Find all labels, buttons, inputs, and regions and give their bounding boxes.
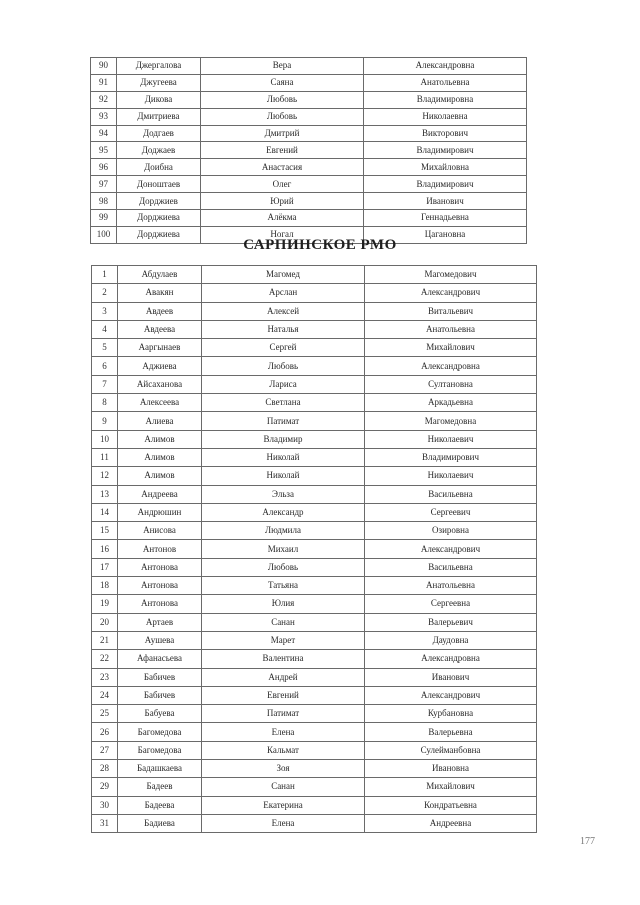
table-continued-list bbox=[90, 57, 527, 244]
surname-cell: Доноштаев bbox=[117, 176, 201, 193]
patronymic-cell: Сулейманбовна bbox=[365, 741, 537, 759]
table-row bbox=[91, 159, 527, 176]
patronymic-cell: Аркадьевна bbox=[365, 394, 537, 412]
patronymic-cell: Анатольевна bbox=[365, 577, 537, 595]
row-number-cell: 99 bbox=[91, 210, 117, 227]
surname-cell: Алимов bbox=[118, 430, 202, 448]
table-row bbox=[92, 320, 537, 338]
surname-cell: Джугеева bbox=[117, 74, 201, 91]
first-name-cell: Эльза bbox=[202, 485, 365, 503]
patronymic-cell: Александрович bbox=[365, 284, 537, 302]
surname-cell: Антонов bbox=[118, 540, 202, 558]
patronymic-cell: Александровна bbox=[364, 58, 527, 75]
table-row bbox=[92, 522, 537, 540]
patronymic-cell: Магомедовна bbox=[365, 412, 537, 430]
section-title: САРПИНСКОЕ РМО bbox=[243, 237, 397, 253]
first-name-cell: Любовь bbox=[202, 357, 365, 375]
patronymic-cell: Цагановна bbox=[364, 226, 527, 243]
patronymic-cell: Александровна bbox=[365, 357, 537, 375]
table-row bbox=[92, 302, 537, 320]
table-row bbox=[91, 210, 527, 227]
table-row bbox=[92, 558, 537, 576]
row-number-cell: 95 bbox=[91, 142, 117, 159]
table-row bbox=[92, 357, 537, 375]
first-name-cell: Дмитрий bbox=[201, 125, 364, 142]
row-number-cell: 97 bbox=[91, 176, 117, 193]
patronymic-cell: Даудовна bbox=[365, 631, 537, 649]
patronymic-cell: Николаевна bbox=[364, 108, 527, 125]
row-number-cell: 19 bbox=[92, 595, 118, 613]
patronymic-cell: Султановна bbox=[365, 375, 537, 393]
row-number-cell: 12 bbox=[92, 467, 118, 485]
surname-cell: Айсаханова bbox=[118, 375, 202, 393]
surname-cell: Дорджиев bbox=[117, 193, 201, 210]
first-name-cell: Елена bbox=[202, 814, 365, 832]
surname-cell: Аджиева bbox=[118, 357, 202, 375]
row-number-cell: 24 bbox=[92, 686, 118, 704]
row-number-cell: 96 bbox=[91, 159, 117, 176]
table-row bbox=[92, 577, 537, 595]
surname-cell: Алимов bbox=[118, 467, 202, 485]
patronymic-cell: Анатольевна bbox=[364, 74, 527, 91]
table-row bbox=[92, 266, 537, 284]
first-name-cell: Анастасия bbox=[201, 159, 364, 176]
table-row bbox=[92, 723, 537, 741]
row-number-cell: 30 bbox=[92, 796, 118, 814]
patronymic-cell: Магомедович bbox=[365, 266, 537, 284]
first-name-cell: Зоя bbox=[202, 760, 365, 778]
table-row bbox=[92, 394, 537, 412]
surname-cell: Авдеева bbox=[118, 320, 202, 338]
table-row bbox=[92, 650, 537, 668]
patronymic-cell: Владимирович bbox=[365, 448, 537, 466]
row-number-cell: 92 bbox=[91, 91, 117, 108]
surname-cell: Бабичев bbox=[118, 686, 202, 704]
table-row bbox=[92, 631, 537, 649]
first-name-cell: Саяна bbox=[201, 74, 364, 91]
table-row bbox=[91, 74, 527, 91]
patronymic-cell: Анатольевна bbox=[365, 320, 537, 338]
surname-cell: Бадеева bbox=[118, 796, 202, 814]
first-name-cell: Магомед bbox=[202, 266, 365, 284]
first-name-cell: Евгений bbox=[201, 142, 364, 159]
first-name-cell: Валентина bbox=[202, 650, 365, 668]
row-number-cell: 28 bbox=[92, 760, 118, 778]
table-row bbox=[92, 375, 537, 393]
surname-cell: Антонова bbox=[118, 577, 202, 595]
row-number-cell: 15 bbox=[92, 522, 118, 540]
surname-cell: Ааргынаев bbox=[118, 339, 202, 357]
first-name-cell: Евгений bbox=[202, 686, 365, 704]
patronymic-cell: Витальевич bbox=[365, 302, 537, 320]
row-number-cell: 17 bbox=[92, 558, 118, 576]
surname-cell: Алексеева bbox=[118, 394, 202, 412]
first-name-cell: Вера bbox=[201, 58, 364, 75]
table-row bbox=[92, 686, 537, 704]
row-number-cell: 6 bbox=[92, 357, 118, 375]
patronymic-cell: Кондратьевна bbox=[365, 796, 537, 814]
surname-cell: Антонова bbox=[118, 595, 202, 613]
table-row bbox=[92, 540, 537, 558]
surname-cell: Бабуева bbox=[118, 705, 202, 723]
first-name-cell: Юлия bbox=[202, 595, 365, 613]
surname-cell: Дикова bbox=[117, 91, 201, 108]
row-number-cell: 5 bbox=[92, 339, 118, 357]
table-row bbox=[92, 284, 537, 302]
surname-cell: Абдулаев bbox=[118, 266, 202, 284]
row-number-cell: 11 bbox=[92, 448, 118, 466]
table-row bbox=[91, 91, 527, 108]
surname-cell: Доджаев bbox=[117, 142, 201, 159]
patronymic-cell: Михайлович bbox=[365, 778, 537, 796]
first-name-cell: Санан bbox=[202, 613, 365, 631]
patronymic-cell: Михайлович bbox=[365, 339, 537, 357]
surname-cell: Дорджиева bbox=[117, 226, 201, 243]
table-row bbox=[91, 58, 527, 75]
table-row bbox=[92, 485, 537, 503]
surname-cell: Бадашкаева bbox=[118, 760, 202, 778]
row-number-cell: 8 bbox=[92, 394, 118, 412]
row-number-cell: 23 bbox=[92, 668, 118, 686]
table-row bbox=[92, 503, 537, 521]
first-name-cell: Марет bbox=[202, 631, 365, 649]
table-row bbox=[92, 796, 537, 814]
first-name-cell: Ногал bbox=[201, 226, 364, 243]
patronymic-cell: Викторович bbox=[364, 125, 527, 142]
patronymic-cell: Иванович bbox=[365, 668, 537, 686]
patronymic-cell: Валерьевич bbox=[365, 613, 537, 631]
table-row bbox=[92, 760, 537, 778]
row-number-cell: 25 bbox=[92, 705, 118, 723]
row-number-cell: 3 bbox=[92, 302, 118, 320]
first-name-cell: Людмила bbox=[202, 522, 365, 540]
row-number-cell: 22 bbox=[92, 650, 118, 668]
table-row bbox=[92, 339, 537, 357]
first-name-cell: Олег bbox=[201, 176, 364, 193]
first-name-cell: Александр bbox=[202, 503, 365, 521]
table-row bbox=[91, 108, 527, 125]
table-row bbox=[92, 778, 537, 796]
surname-cell: Андрюшин bbox=[118, 503, 202, 521]
row-number-cell: 20 bbox=[92, 613, 118, 631]
first-name-cell: Екатерина bbox=[202, 796, 365, 814]
surname-cell: Авакян bbox=[118, 284, 202, 302]
row-number-cell: 90 bbox=[91, 58, 117, 75]
table-row bbox=[91, 193, 527, 210]
patronymic-cell: Николаевич bbox=[365, 430, 537, 448]
patronymic-cell: Иванович bbox=[364, 193, 527, 210]
patronymic-cell: Владимирович bbox=[364, 142, 527, 159]
patronymic-cell: Александровна bbox=[365, 650, 537, 668]
row-number-cell: 1 bbox=[92, 266, 118, 284]
first-name-cell: Николай bbox=[202, 448, 365, 466]
patronymic-cell: Александрович bbox=[365, 686, 537, 704]
table-row bbox=[91, 176, 527, 193]
table-row bbox=[92, 741, 537, 759]
first-name-cell: Татьяна bbox=[202, 577, 365, 595]
row-number-cell: 7 bbox=[92, 375, 118, 393]
surname-cell: Дмитриева bbox=[117, 108, 201, 125]
surname-cell: Афанасьева bbox=[118, 650, 202, 668]
first-name-cell: Алексей bbox=[202, 302, 365, 320]
surname-cell: Анисова bbox=[118, 522, 202, 540]
table-row bbox=[92, 412, 537, 430]
row-number-cell: 9 bbox=[92, 412, 118, 430]
first-name-cell: Патимат bbox=[202, 705, 365, 723]
patronymic-cell: Геннадьевна bbox=[364, 210, 527, 227]
surname-cell: Доибна bbox=[117, 159, 201, 176]
first-name-cell: Патимат bbox=[202, 412, 365, 430]
patronymic-cell: Сергеевич bbox=[365, 503, 537, 521]
table-row bbox=[91, 125, 527, 142]
row-number-cell: 2 bbox=[92, 284, 118, 302]
row-number-cell: 98 bbox=[91, 193, 117, 210]
table-row bbox=[91, 142, 527, 159]
row-number-cell: 14 bbox=[92, 503, 118, 521]
table-row bbox=[92, 668, 537, 686]
patronymic-cell: Николаевич bbox=[365, 467, 537, 485]
table-row bbox=[92, 448, 537, 466]
first-name-cell: Любовь bbox=[202, 558, 365, 576]
first-name-cell: Наталья bbox=[202, 320, 365, 338]
surname-cell: Багомедова bbox=[118, 723, 202, 741]
surname-cell: Бабичев bbox=[118, 668, 202, 686]
row-number-cell: 16 bbox=[92, 540, 118, 558]
table-row bbox=[92, 467, 537, 485]
surname-cell: Антонова bbox=[118, 558, 202, 576]
patronymic-cell: Валерьевна bbox=[365, 723, 537, 741]
first-name-cell: Лариса bbox=[202, 375, 365, 393]
patronymic-cell: Васильевна bbox=[365, 485, 537, 503]
first-name-cell: Светлана bbox=[202, 394, 365, 412]
row-number-cell: 100 bbox=[91, 226, 117, 243]
first-name-cell: Алёкма bbox=[201, 210, 364, 227]
row-number-cell: 31 bbox=[92, 814, 118, 832]
row-number-cell: 13 bbox=[92, 485, 118, 503]
first-name-cell: Сергей bbox=[202, 339, 365, 357]
table-row bbox=[92, 814, 537, 832]
first-name-cell: Владимир bbox=[202, 430, 365, 448]
row-number-cell: 10 bbox=[92, 430, 118, 448]
page-number: 177 bbox=[580, 836, 595, 847]
first-name-cell: Андрей bbox=[202, 668, 365, 686]
row-number-cell: 27 bbox=[92, 741, 118, 759]
table-row bbox=[92, 613, 537, 631]
surname-cell: Додгаев bbox=[117, 125, 201, 142]
first-name-cell: Юрий bbox=[201, 193, 364, 210]
surname-cell: Бадеев bbox=[118, 778, 202, 796]
surname-cell: Джергалова bbox=[117, 58, 201, 75]
surname-cell: Бадиева bbox=[118, 814, 202, 832]
first-name-cell: Михаил bbox=[202, 540, 365, 558]
row-number-cell: 18 bbox=[92, 577, 118, 595]
first-name-cell: Николай bbox=[202, 467, 365, 485]
surname-cell: Андреева bbox=[118, 485, 202, 503]
surname-cell: Дорджиева bbox=[117, 210, 201, 227]
row-number-cell: 94 bbox=[91, 125, 117, 142]
surname-cell: Алиева bbox=[118, 412, 202, 430]
row-number-cell: 26 bbox=[92, 723, 118, 741]
patronymic-cell: Михайловна bbox=[364, 159, 527, 176]
surname-cell: Багомедова bbox=[118, 741, 202, 759]
first-name-cell: Кальмат bbox=[202, 741, 365, 759]
table-row bbox=[92, 430, 537, 448]
surname-cell: Алимов bbox=[118, 448, 202, 466]
surname-cell: Аушева bbox=[118, 631, 202, 649]
patronymic-cell: Курбановна bbox=[365, 705, 537, 723]
patronymic-cell: Васильевна bbox=[365, 558, 537, 576]
patronymic-cell: Владимирович bbox=[364, 176, 527, 193]
patronymic-cell: Владимировна bbox=[364, 91, 527, 108]
row-number-cell: 21 bbox=[92, 631, 118, 649]
surname-cell: Артаев bbox=[118, 613, 202, 631]
table-row bbox=[92, 595, 537, 613]
patronymic-cell: Александрович bbox=[365, 540, 537, 558]
patronymic-cell: Андреевна bbox=[365, 814, 537, 832]
first-name-cell: Санан bbox=[202, 778, 365, 796]
first-name-cell: Арслан bbox=[202, 284, 365, 302]
patronymic-cell: Сергеевна bbox=[365, 595, 537, 613]
first-name-cell: Любовь bbox=[201, 91, 364, 108]
row-number-cell: 91 bbox=[91, 74, 117, 91]
table-row bbox=[92, 705, 537, 723]
table-sarpinskoe-list bbox=[91, 265, 537, 833]
patronymic-cell: Озировна bbox=[365, 522, 537, 540]
patronymic-cell: Ивановна bbox=[365, 760, 537, 778]
first-name-cell: Любовь bbox=[201, 108, 364, 125]
row-number-cell: 4 bbox=[92, 320, 118, 338]
surname-cell: Авдеев bbox=[118, 302, 202, 320]
first-name-cell: Елена bbox=[202, 723, 365, 741]
row-number-cell: 93 bbox=[91, 108, 117, 125]
row-number-cell: 29 bbox=[92, 778, 118, 796]
